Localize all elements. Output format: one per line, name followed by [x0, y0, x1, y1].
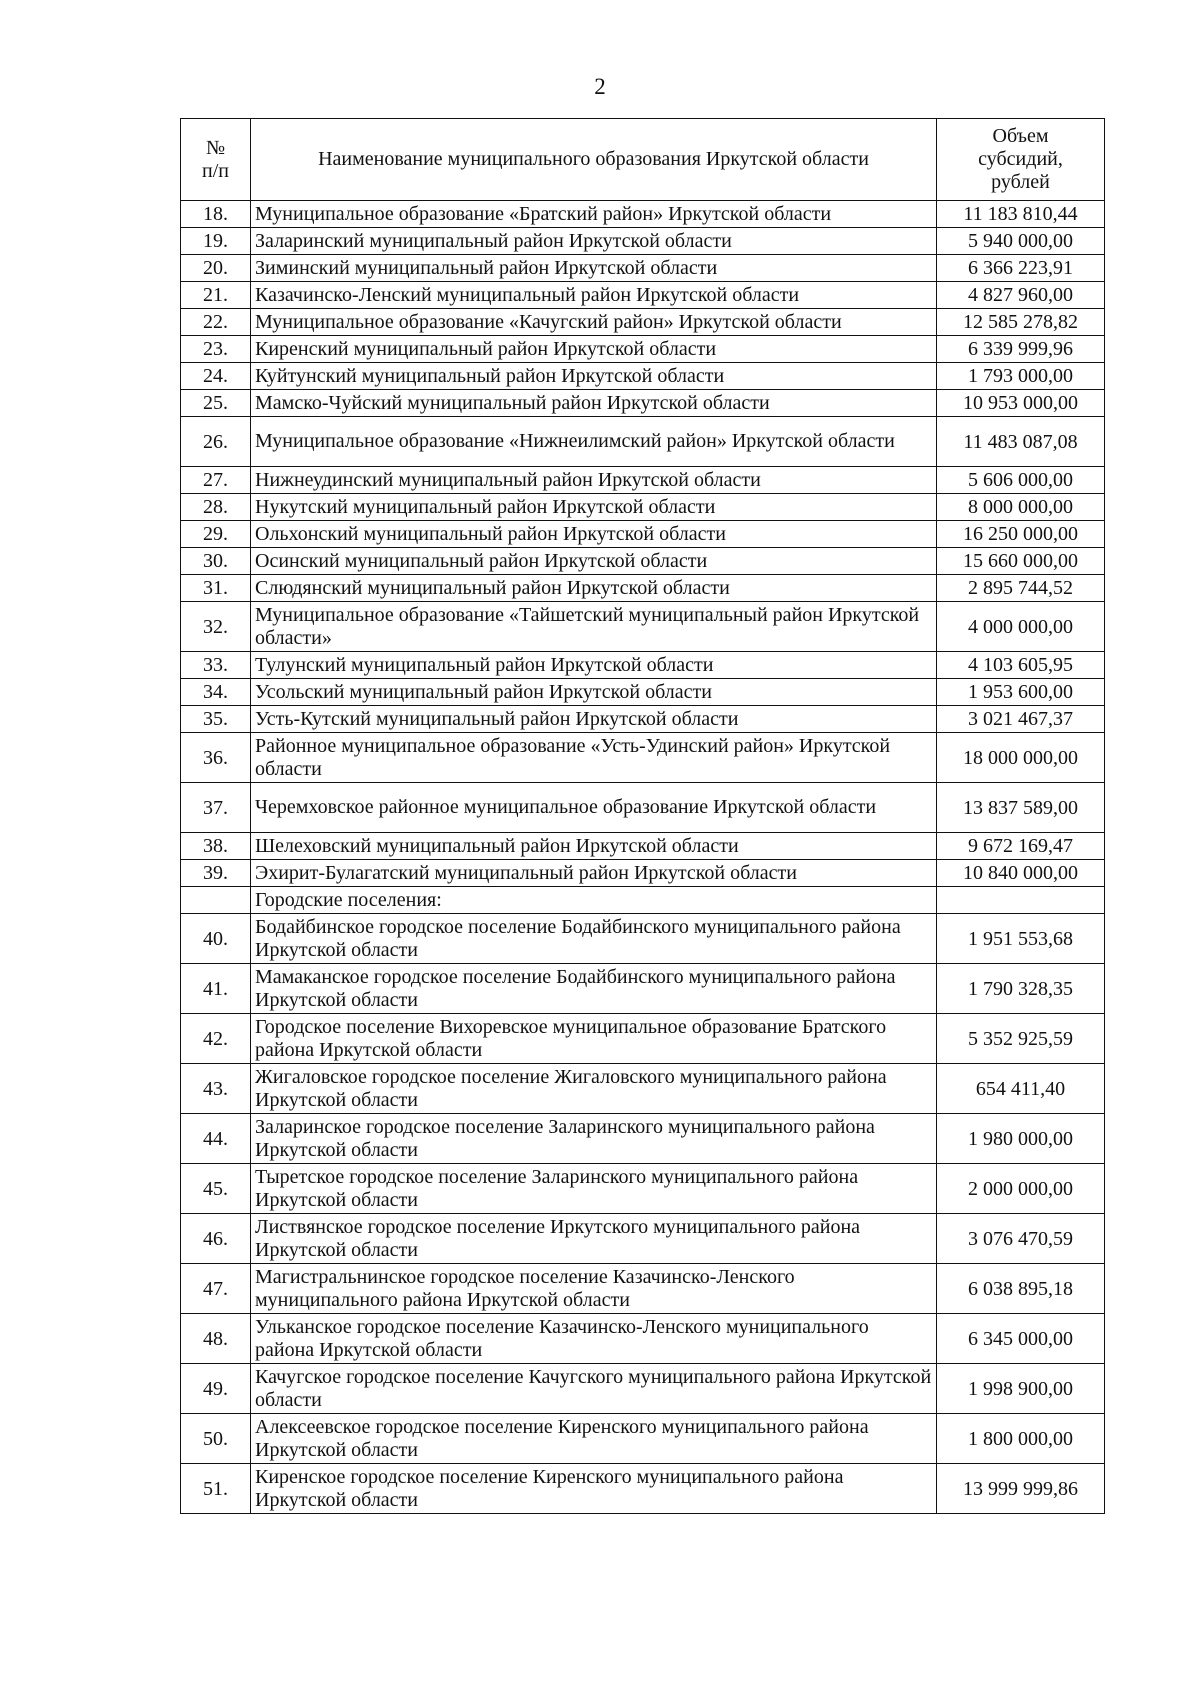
table-row	[181, 1064, 1105, 1114]
subsidies-table	[180, 118, 1105, 1514]
row-amount: 1 953 600,00	[937, 679, 1105, 706]
table-row	[181, 1164, 1105, 1214]
row-amount	[937, 887, 1105, 914]
row-number: 37.	[181, 783, 251, 833]
table-body	[181, 201, 1105, 1514]
row-number: 30.	[181, 548, 251, 575]
row-name: Тулунский муниципальный район Иркутской области	[251, 652, 937, 679]
row-amount: 6 366 223,91	[937, 255, 1105, 282]
header-name: Наименование муниципального образования Иркутской области	[251, 119, 937, 201]
row-number: 47.	[181, 1264, 251, 1314]
row-number: 42.	[181, 1014, 251, 1064]
row-number: 50.	[181, 1414, 251, 1464]
row-number: 21.	[181, 282, 251, 309]
table-row	[181, 494, 1105, 521]
row-number: 18.	[181, 201, 251, 228]
header-amount-line: субсидий,	[978, 148, 1063, 170]
table-row	[181, 228, 1105, 255]
table-row	[181, 201, 1105, 228]
page-number: 2	[594, 74, 606, 99]
table-row	[181, 467, 1105, 494]
row-amount: 4 000 000,00	[937, 602, 1105, 652]
row-number: 45.	[181, 1164, 251, 1214]
row-number: 31.	[181, 575, 251, 602]
row-number: 38.	[181, 833, 251, 860]
row-amount: 8 000 000,00	[937, 494, 1105, 521]
header-amount-line: рублей	[991, 171, 1050, 193]
table-row	[181, 860, 1105, 887]
table-row	[181, 602, 1105, 652]
row-name: Тыретское городское поселение Заларинского муниципального района Иркутской области	[251, 1164, 937, 1214]
row-number: 51.	[181, 1464, 251, 1514]
row-name: Районное муниципальное образование «Усть-Удинский район» Иркутской области	[251, 733, 937, 783]
row-amount: 13 837 589,00	[937, 783, 1105, 833]
row-number: 43.	[181, 1064, 251, 1114]
row-amount: 5 940 000,00	[937, 228, 1105, 255]
row-number: 32.	[181, 602, 251, 652]
row-amount: 10 840 000,00	[937, 860, 1105, 887]
table-row	[181, 1414, 1105, 1464]
table-row	[181, 652, 1105, 679]
row-name: Слюдянский муниципальный район Иркутской области	[251, 575, 937, 602]
row-number: 49.	[181, 1364, 251, 1414]
row-name: Казачинско-Ленский муниципальный район Иркутской области	[251, 282, 937, 309]
row-amount: 6 339 999,96	[937, 336, 1105, 363]
row-amount: 1 790 328,35	[937, 964, 1105, 1014]
table-row	[181, 1364, 1105, 1414]
table-row	[181, 733, 1105, 783]
table-row	[181, 783, 1105, 833]
row-amount: 2 895 744,52	[937, 575, 1105, 602]
row-number: 34.	[181, 679, 251, 706]
row-amount: 3 021 467,37	[937, 706, 1105, 733]
header-num-line: п/п	[202, 159, 229, 182]
row-number: 44.	[181, 1114, 251, 1164]
row-amount: 18 000 000,00	[937, 733, 1105, 783]
row-name: Муниципальное образование «Качугский район» Иркутской области	[251, 309, 937, 336]
row-name: Усольский муниципальный район Иркутской области	[251, 679, 937, 706]
row-number: 48.	[181, 1314, 251, 1364]
table-header-row	[181, 119, 1105, 201]
row-name: Черемховское районное муниципальное образование Иркутской области	[251, 783, 937, 833]
row-name: Нижнеудинский муниципальный район Иркутской области	[251, 467, 937, 494]
table-row	[181, 964, 1105, 1014]
header-num	[181, 119, 251, 201]
row-name: Городское поселение Вихоревское муниципальное образование Братского района Иркутской области	[251, 1014, 937, 1064]
row-amount: 4 103 605,95	[937, 652, 1105, 679]
row-amount: 4 827 960,00	[937, 282, 1105, 309]
row-amount: 11 183 810,44	[937, 201, 1105, 228]
row-amount: 1 800 000,00	[937, 1414, 1105, 1464]
row-amount: 2 000 000,00	[937, 1164, 1105, 1214]
row-amount: 1 793 000,00	[937, 363, 1105, 390]
table-row	[181, 706, 1105, 733]
row-name: Зиминский муниципальный район Иркутской области	[251, 255, 937, 282]
row-name: Бодайбинское городское поселение Бодайбинского муниципального района Иркутской области	[251, 914, 937, 964]
header-num-line: №	[205, 136, 226, 159]
row-name: Качугское городское поселение Качугского муниципального района Иркутской области	[251, 1364, 937, 1414]
table-row	[181, 1114, 1105, 1164]
table-row	[181, 1014, 1105, 1064]
header-amount-line: Объем	[992, 125, 1049, 147]
row-name: Муниципальное образование «Братский район» Иркутской области	[251, 201, 937, 228]
table-row	[181, 1264, 1105, 1314]
row-name: Куйтунский муниципальный район Иркутской области	[251, 363, 937, 390]
table-row	[181, 309, 1105, 336]
row-name: Киренское городское поселение Киренского муниципального района Иркутской области	[251, 1464, 937, 1514]
table-row	[181, 336, 1105, 363]
row-number: 19.	[181, 228, 251, 255]
table-row	[181, 914, 1105, 964]
row-amount: 5 352 925,59	[937, 1014, 1105, 1064]
row-amount: 6 345 000,00	[937, 1314, 1105, 1364]
row-name: Муниципальное образование «Нижнеилимский район» Иркутской области	[251, 417, 937, 467]
row-name: Нукутский муниципальный район Иркутской области	[251, 494, 937, 521]
row-number: 29.	[181, 521, 251, 548]
row-name: Муниципальное образование «Тайшетский муниципальный район Иркутской области»	[251, 602, 937, 652]
row-amount: 1 951 553,68	[937, 914, 1105, 964]
row-name: Заларинское городское поселение Заларинского муниципального района Иркутской области	[251, 1114, 937, 1164]
table-row	[181, 390, 1105, 417]
row-name: Усть-Кутский муниципальный район Иркутской области	[251, 706, 937, 733]
row-number: 40.	[181, 914, 251, 964]
row-name: Мамаканское городское поселение Бодайбинского муниципального района Иркутской области	[251, 964, 937, 1014]
row-amount: 3 076 470,59	[937, 1214, 1105, 1264]
table-row	[181, 833, 1105, 860]
row-number: 27.	[181, 467, 251, 494]
row-number: 35.	[181, 706, 251, 733]
row-name: Листвянское городское поселение Иркутского муниципального района Иркутской области	[251, 1214, 937, 1264]
row-number: 20.	[181, 255, 251, 282]
section-row	[181, 887, 1105, 914]
row-name: Заларинский муниципальный район Иркутской области	[251, 228, 937, 255]
row-name: Жигаловское городское поселение Жигаловского муниципального района Иркутской области	[251, 1064, 937, 1114]
table-row	[181, 255, 1105, 282]
row-amount: 12 585 278,82	[937, 309, 1105, 336]
table-row	[181, 282, 1105, 309]
row-amount: 10 953 000,00	[937, 390, 1105, 417]
row-name: Осинский муниципальный район Иркутской области	[251, 548, 937, 575]
table-row	[181, 1464, 1105, 1514]
row-number: 22.	[181, 309, 251, 336]
table-row	[181, 363, 1105, 390]
row-amount: 13 999 999,86	[937, 1464, 1105, 1514]
row-amount: 1 980 000,00	[937, 1114, 1105, 1164]
row-number: 46.	[181, 1214, 251, 1264]
row-name: Магистральнинское городское поселение Казачинско-Ленского муниципального района Иркутской области	[251, 1264, 937, 1314]
row-amount: 15 660 000,00	[937, 548, 1105, 575]
table-row	[181, 1214, 1105, 1264]
row-amount: 6 038 895,18	[937, 1264, 1105, 1314]
row-name: Городские поселения:	[251, 887, 937, 914]
table-row	[181, 417, 1105, 467]
row-name: Киренский муниципальный район Иркутской области	[251, 336, 937, 363]
table-row	[181, 521, 1105, 548]
row-name: Шелеховский муниципальный район Иркутской области	[251, 833, 937, 860]
row-number: 28.	[181, 494, 251, 521]
row-amount: 5 606 000,00	[937, 467, 1105, 494]
table-row	[181, 548, 1105, 575]
row-amount: 654 411,40	[937, 1064, 1105, 1114]
row-number: 33.	[181, 652, 251, 679]
row-amount: 9 672 169,47	[937, 833, 1105, 860]
table-row	[181, 679, 1105, 706]
table-row	[181, 575, 1105, 602]
row-number: 26.	[181, 417, 251, 467]
row-amount: 1 998 900,00	[937, 1364, 1105, 1414]
row-number: 39.	[181, 860, 251, 887]
row-name: Мамско-Чуйский муниципальный район Иркутской области	[251, 390, 937, 417]
table-row	[181, 1314, 1105, 1364]
row-amount: 11 483 087,08	[937, 417, 1105, 467]
row-number	[181, 887, 251, 914]
row-number: 36.	[181, 733, 251, 783]
row-name: Алексеевское городское поселение Киренского муниципального района Иркутской области	[251, 1414, 937, 1464]
header-amount	[937, 119, 1105, 201]
row-name: Эхирит-Булагатский муниципальный район Иркутской области	[251, 860, 937, 887]
row-name: Ульканское городское поселение Казачинско-Ленского муниципального района Иркутской области	[251, 1314, 937, 1364]
row-number: 23.	[181, 336, 251, 363]
row-number: 24.	[181, 363, 251, 390]
row-number: 41.	[181, 964, 251, 1014]
row-amount: 16 250 000,00	[937, 521, 1105, 548]
row-number: 25.	[181, 390, 251, 417]
row-name: Ольхонский муниципальный район Иркутской области	[251, 521, 937, 548]
